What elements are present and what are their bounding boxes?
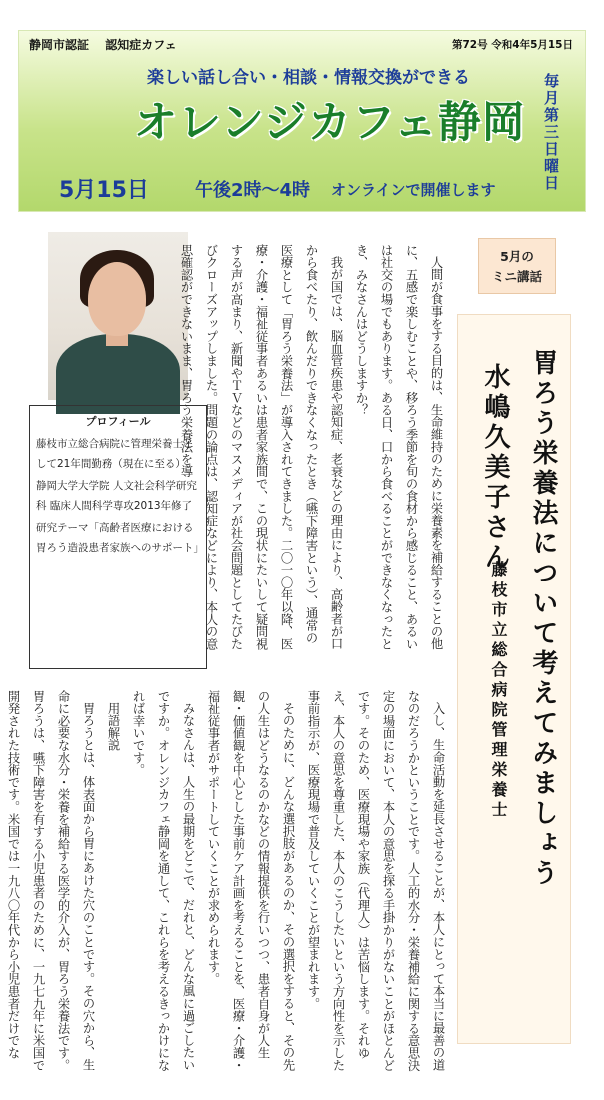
profile-heading: プロフィール [85,415,151,428]
profile-career: 藤枝市立総合病院に管理栄養士として21年間勤務（現在に至る） [36,437,194,470]
cafe-type-label: 認知症カフェ [105,38,177,52]
subtitle: 楽しい話し合い・相談・情報交換ができる [147,68,470,88]
badge-line-month: 5月の [500,249,534,264]
profile-research: 研究テーマ「高齢者医療における胃ろう造設患者家族へのサポート」 [36,521,204,554]
article-paragraph: 我が国では、脳血管疾患や認知症、老衰などの理由により、高齢者が口から食べたり、飲んだりできなくなったとき（嚥下障害という）、通常の医療として「胃ろう栄養法」が導入されてきました。二〇一〇年以降、医療・介護・福祉従事者あるいは患者家族間で、この現状にたいして疑問視する声が高まり、新聞やＴＶなどのマスメディアが社会問題としてたびたびクローズアップしました。問題の論点は、認知症などにより、本人の意思確認ができないまま、胃ろう栄養法を導 [179,244,343,650]
article-paragraph: そのために、どんな選択肢があるのか、その選択をすると、その先の人生はどうなるのかなどの情報提供を行いつつ、患者自身が人生観・価値観を中心とした事前ケア計画を考えることを、医療・介護・福祉従事者がサポートしていくことが求められます。 [206,690,295,1072]
lecture-panel [457,314,571,1044]
glossary-heading: 用語解説 [106,702,120,752]
mini-lecture-badge [478,238,556,294]
speaker-photo [48,232,188,400]
badge-line-label: ミニ講話 [491,269,542,284]
page-title: オレンジカフェ静岡 [134,98,526,148]
certified-label: 静岡市認証 [29,38,90,52]
event-date: 5月15日 [59,178,149,203]
article-paragraph: みなさんは、人生の最期をどこで、だれと、どんな風に過ごしたいですか。オレンジカフェ静岡を通して、これらを考えるきっかけになれば幸いです。 [131,690,195,1072]
online-notice: オンラインで開催します [331,181,496,199]
lecture-title: 胃ろう栄養法について考えてみましょう [528,349,558,889]
article-top-column [179,244,448,652]
photo-body [56,334,180,414]
article-paragraph: 入し、生命活動を延長させることが、本人にとって本当に最善の道なのだろうかということです。人工的水分・栄養補給に関する意思決定の場面において、本人の意思を探る手掛かりがないことがほとんどです。そのため、医療現場や家族（代理人）は苦悩します。それゆえ、本人の意思を尊重した、本人のこうしたいという方向性を示した事前指示が、医療現場で普及していくことが望まれます。 [306,690,445,1072]
article-paragraph: 人間が食事をする目的は、生命維持のために栄養素を補給することの他に、五感で楽しむことや、移ろう季節を旬の食材から感じること、あるいは社交の場でもあります。ある日、口から食べることができなくなったとき、みなさんはどうしますか？ [354,244,443,650]
speaker-affiliation: 藤枝市立総合病院管理栄養士 [489,561,508,821]
glossary-text: 胃ろうとは、体表面から胃にあけた穴のことです。その穴から、生命に必要な水分・栄養を補給する医学的介入が、胃ろう栄養法です。胃ろうは、嚥下障害を有する小児患者のために、一九七九年に米国で開発された技術です。米国では一九八〇年代から小児患者だけでな [6,690,95,1072]
header-banner [18,30,586,212]
speaker-name: 水嶋久美子さん [480,363,510,573]
profile-education: 静岡大学大学院 人文社会科学研究科 臨床人間科学専攻2013年修了 [36,479,197,512]
monthly-schedule: 毎月第三日曜日 [542,73,560,192]
certification-line [29,36,189,53]
event-time: 午後2時〜4時 [195,180,311,201]
article-bottom-column [6,690,450,1082]
issue-number: 第72号 令和4年5月15日 [452,39,573,51]
photo-face [88,262,146,336]
